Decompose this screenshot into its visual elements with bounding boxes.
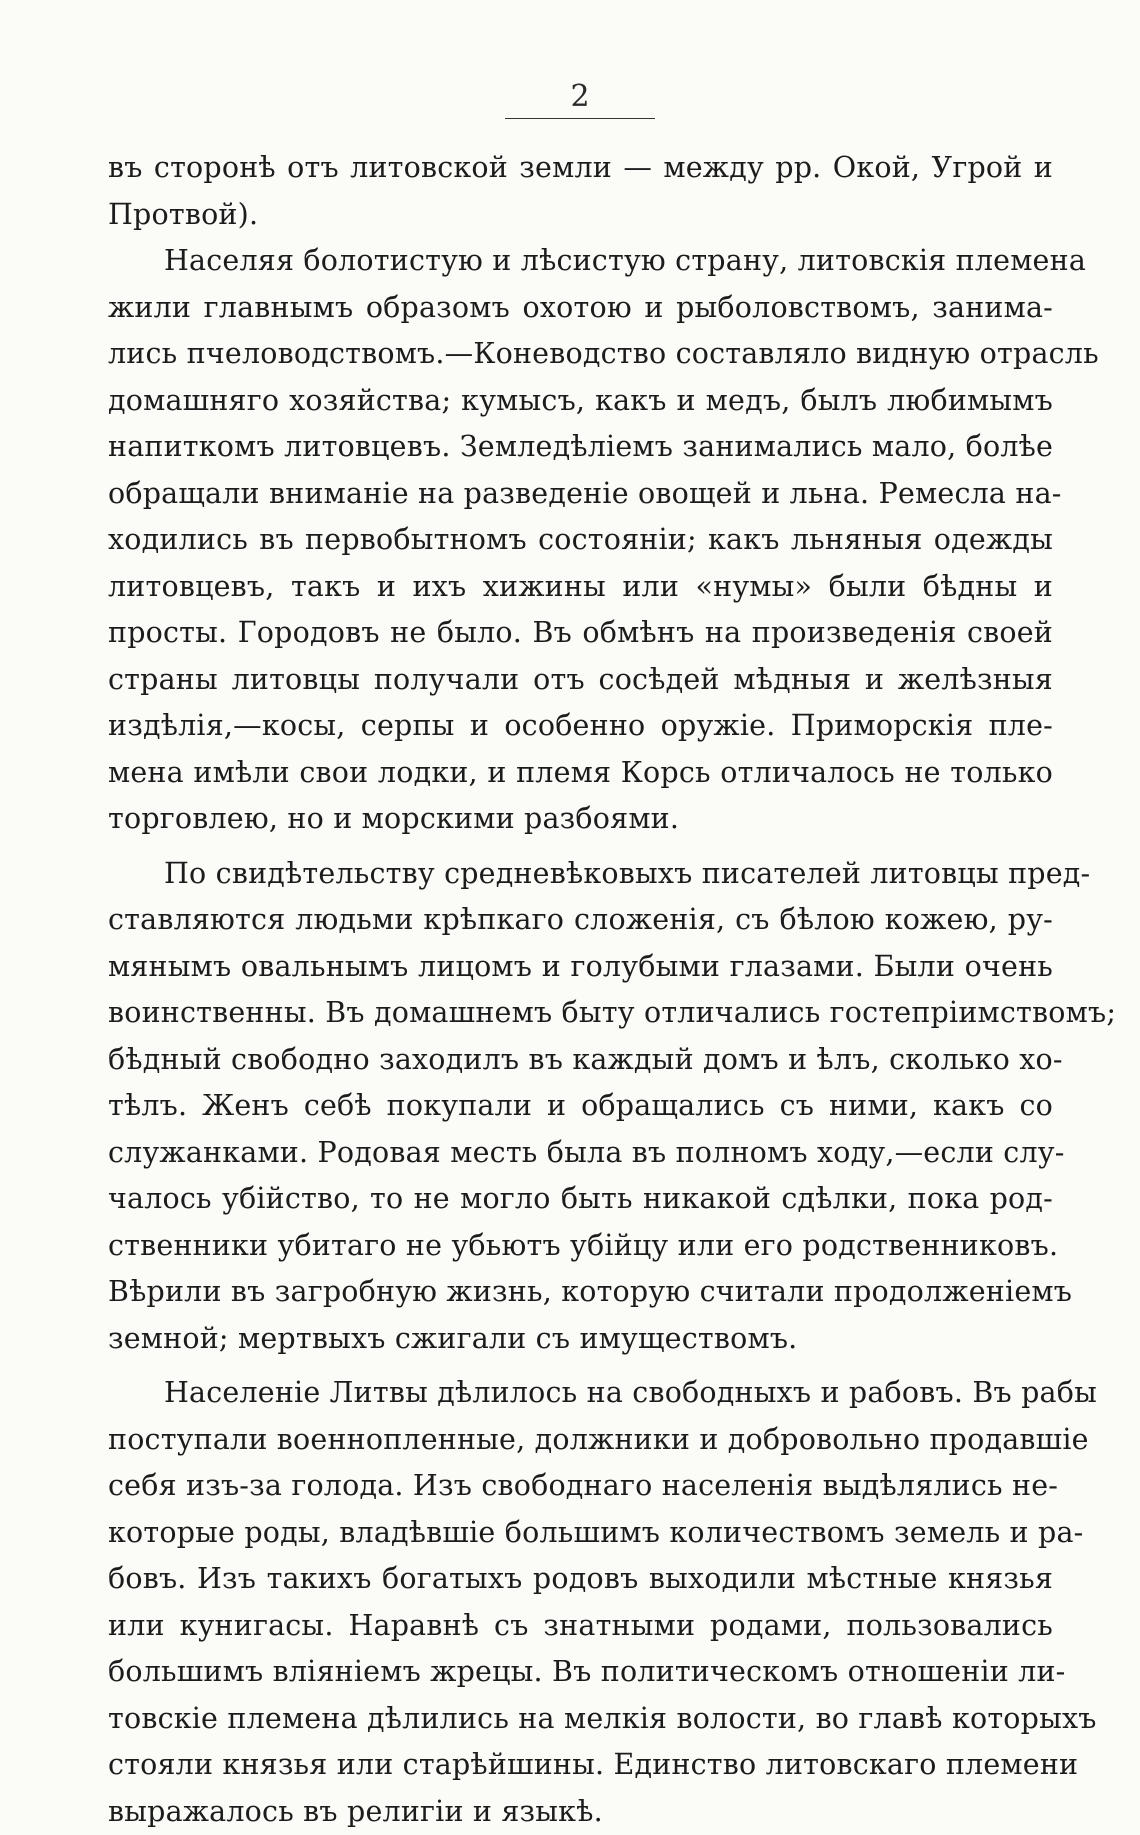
text-line: литовцевъ, такъ и ихъ хижины или «нумы» были бѣдны и [108,564,1053,611]
text-line: въ сторонѣ отъ литовской земли — между рр. Окой, Угрой и [108,145,1053,192]
text-line: Населеніе Литвы дѣлилось на свободныхъ и рабовъ. Въ рабы [108,1370,1053,1417]
paragraph-gap [108,1362,1053,1370]
text-line: которые роды, владѣвшіе большимъ количествомъ земель и ра- [108,1510,1053,1557]
text-line: служанками. Родовая месть была въ полномъ ходу,—если слу- [108,1130,1053,1177]
text-line: домашняго хозяйства; кумысъ, какъ и медъ, былъ любимымъ [108,378,1053,425]
text-line: чалось убійство, то не могло быть никакой сдѣлки, пока род- [108,1176,1053,1223]
text-line: выражалось въ религіи и языкѣ. [108,1789,1053,1835]
text-line: напиткомъ литовцевъ. Земледѣліемъ занимались мало, болѣе [108,424,1053,471]
page-number: 2 [505,80,655,114]
text-line: обращали вниманіе на разведеніе овощей и льна. Ремесла на- [108,471,1053,518]
text-line: Вѣрили въ загробную жизнь, которую считали продолженіемъ [108,1269,1053,1316]
text-line: воинственны. Въ домашнемъ быту отличались гостепріимствомъ; [108,990,1053,1037]
header-rule [505,118,655,119]
paragraph [108,851,1053,1363]
text-line: тѣлъ. Женъ себѣ покупали и обращались съ ними, какъ со [108,1083,1053,1130]
text-line: мянымъ овальнымъ лицомъ и голубыми глазами. Были очень [108,944,1053,991]
page-body [108,145,1053,1835]
text-line: страны литовцы получали отъ сосѣдей мѣдныя и желѣзныя [108,657,1053,704]
page-header [505,80,655,119]
paragraph-gap [108,843,1053,851]
text-line: ставляются людьми крѣпкаго сложенія, съ бѣлою кожею, ру- [108,897,1053,944]
text-line: Населяя болотистую и лѣсистую страну, литовскія племена [108,238,1053,285]
text-line: издѣлія,—косы, серпы и особенно оружіе. Приморскія пле- [108,703,1053,750]
paragraph [108,238,1053,843]
text-line: стояли князья или старѣйшины. Единство литовскаго племени [108,1742,1053,1789]
text-line: поступали военнопленные, должники и добровольно продавшіе [108,1417,1053,1464]
text-line: земной; мертвыхъ сжигали съ имуществомъ. [108,1316,1053,1363]
text-line: товскіе племена дѣлились на мелкія волости, во главѣ которыхъ [108,1696,1053,1743]
text-line: просты. Городовъ не было. Въ обмѣнъ на произведенія своей [108,610,1053,657]
text-line: По свидѣтельству средневѣковыхъ писателей литовцы пред- [108,851,1053,898]
text-line: лись пчеловодствомъ.—Коневодство составляло видную отрасль [108,331,1053,378]
text-line: или кунигасы. Наравнѣ съ знатными родами, пользовались [108,1603,1053,1650]
text-line: большимъ вліяніемъ жрецы. Въ политическомъ отношеніи ли- [108,1649,1053,1696]
text-line: Протвой). [108,192,1053,239]
text-line: ходились въ первобытномъ состояніи; какъ льняныя одежды [108,517,1053,564]
text-line: торговлею, но и морскими разбоями. [108,796,1053,843]
text-line: себя изъ-за голода. Изъ свободнаго населенія выдѣлялись не- [108,1463,1053,1510]
text-line: ственники убитаго не убьютъ убійцу или его родственниковъ. [108,1223,1053,1270]
text-line: бѣдный свободно заходилъ въ каждый домъ и ѣлъ, сколько хо- [108,1037,1053,1084]
text-line: жили главнымъ образомъ охотою и рыболовствомъ, занима- [108,285,1053,332]
text-line: бовъ. Изъ такихъ богатыхъ родовъ выходили мѣстные князья [108,1556,1053,1603]
text-line: мена имѣли свои лодки, и племя Корсь отличалось не только [108,750,1053,797]
paragraph [108,145,1053,238]
paragraph [108,1370,1053,1835]
